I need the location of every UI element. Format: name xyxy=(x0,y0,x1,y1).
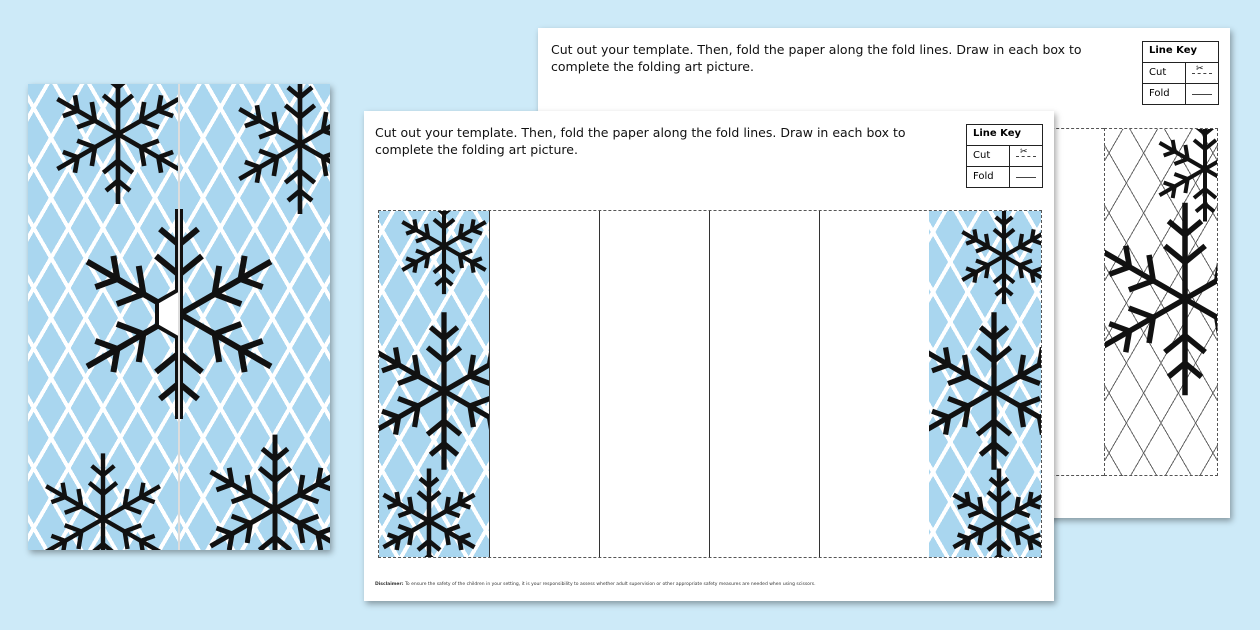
disclaimer xyxy=(375,582,1035,587)
drawing-box-3[interactable] xyxy=(709,211,820,557)
template-left-panel xyxy=(379,211,489,557)
snowflake-icon xyxy=(220,84,330,224)
snowflake-icon xyxy=(58,194,180,434)
line-key-cut-row xyxy=(967,146,1042,167)
scissors-icon: ✂ xyxy=(1020,147,1028,157)
line-key xyxy=(1142,41,1219,105)
snowflake-icon xyxy=(379,461,489,557)
instructions-text: Cut out your template. Then, fold the paper along the fold lines. Draw in each box to complete the folding art picture. xyxy=(375,125,906,157)
template-right-panel xyxy=(929,211,1041,557)
line-key-title: Line Key xyxy=(967,125,1042,146)
line-key-title: Line Key xyxy=(1143,42,1218,63)
drawing-box-2[interactable] xyxy=(599,211,710,557)
drawing-box-1[interactable] xyxy=(489,211,600,557)
line-key-fold-label: Fold xyxy=(1143,84,1186,104)
drawing-box-4[interactable] xyxy=(819,211,930,557)
disclaimer-text: To ensure the safety of the children in your setting, it is your responsibility to assess whether adult supervision or other appropriate safety measures are needed when using scissors. xyxy=(404,582,816,587)
instructions-text: Cut out your template. Then, fold the paper along the fold lines. Draw in each box to complete the folding art picture. xyxy=(551,42,1082,74)
snowflake-icon xyxy=(389,211,489,301)
folded-example-right-panel xyxy=(180,84,330,550)
line-key-cut-label: Cut xyxy=(967,146,1010,166)
snowflake-icon xyxy=(379,301,489,481)
snowflake-icon xyxy=(180,194,300,434)
snowflake-icon xyxy=(28,444,178,550)
line-key-fold-label: Fold xyxy=(967,167,1010,187)
line-key-fold-row xyxy=(967,167,1042,187)
folded-example-left-panel xyxy=(28,84,180,550)
line-key xyxy=(966,124,1043,188)
line-key-cut-label: Cut xyxy=(1143,63,1186,83)
snowflake-icon xyxy=(939,461,1041,557)
snowflake-icon xyxy=(949,211,1041,311)
snowflake-icon xyxy=(1145,128,1218,229)
folded-example xyxy=(28,84,330,550)
scissors-icon: ✂ xyxy=(1196,64,1204,74)
template-strip xyxy=(378,210,1042,558)
disclaimer-label: Disclaimer: xyxy=(375,582,404,587)
worksheet-front xyxy=(364,111,1054,601)
snowflake-icon xyxy=(190,424,330,550)
template-right-panel xyxy=(1104,128,1218,476)
snowflake-icon xyxy=(38,84,180,214)
line-key-cut-row xyxy=(1143,63,1218,84)
snowflake-icon xyxy=(929,301,1041,481)
line-key-fold-row xyxy=(1143,84,1218,104)
